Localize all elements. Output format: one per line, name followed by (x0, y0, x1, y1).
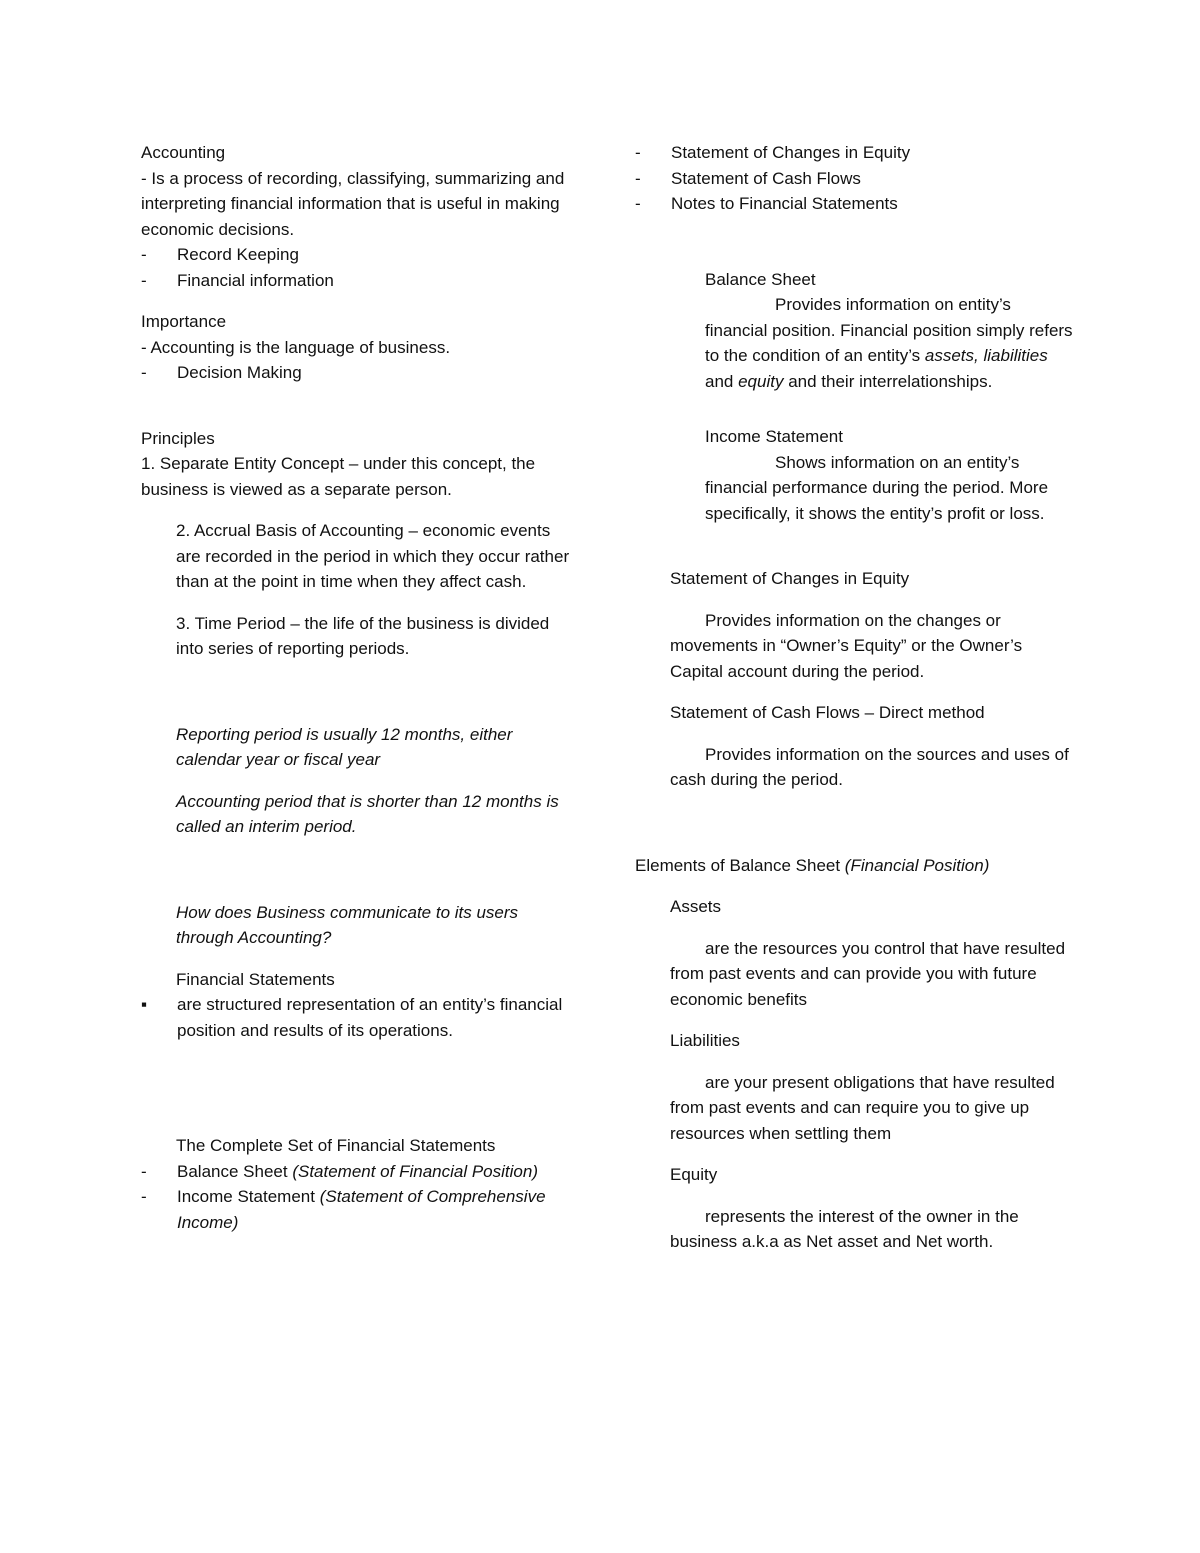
reporting-period-note: Reporting period is usually 12 months, either calendar year or fiscal year (176, 724, 513, 769)
assets-heading: Assets (670, 897, 722, 916)
question-text: How does Business communicate to its users through Accounting? (176, 902, 519, 947)
financial-statements-heading: Financial Statements (176, 969, 335, 989)
list-item: ▪ are structured representation of an entity’s financial position and results of its operations. (141, 992, 571, 1043)
complete-set-list (141, 1159, 571, 1236)
bullet-icon: ▪ (141, 995, 148, 1014)
principle-2: 2. Accrual Basis of Accounting – economic events are recorded in the period in which they occur rather than at the point in time when they affect cash. (176, 521, 570, 591)
financial-statements-list (141, 992, 571, 1043)
cash-flows-description: Provides information on the sources and uses of cash during the period. (670, 744, 1069, 789)
left-column (141, 140, 571, 1235)
equity-description: represents the interest of the owner in the business a.k.a as Net asset and Net worth. (670, 1206, 1019, 1251)
list-item: - Income Statement (Statement of Comprehensive Income) (141, 1187, 546, 1232)
changes-in-equity-heading: Statement of Changes in Equity (670, 569, 910, 588)
accounting-list (141, 242, 571, 293)
balance-sheet-description: Provides information on entity’s financial position. Financial position simply refers to the condition of an entity’s assets, liabilities and equity and their interrelationships. (705, 295, 1073, 391)
changes-in-equity-description: Provides information on the changes or movements in “Owner’s Equity” or the Owner’s Capital account during the period. (670, 610, 1023, 681)
income-statement-heading: Income Statement (705, 427, 843, 446)
list-item: - Statement of Changes in Equity (635, 143, 911, 162)
importance-list (141, 360, 571, 386)
right-column (635, 140, 1075, 1255)
list-item: - Financial information (141, 270, 334, 290)
principles-heading: Principles (141, 428, 215, 448)
complete-set-heading: The Complete Set of Financial Statements (176, 1136, 496, 1155)
list-item: - Record Keeping (141, 245, 299, 264)
list-item: - Statement of Cash Flows (635, 168, 861, 188)
list-item: - Balance Sheet (Statement of Financial Position) (141, 1161, 538, 1181)
cash-flows-heading: Statement of Cash Flows – Direct method (670, 703, 985, 722)
importance-definition: - Accounting is the language of business. (141, 337, 451, 357)
interim-period-note: Accounting period that is shorter than 12 months is called an interim period. (176, 791, 559, 836)
principle-3: 3. Time Period – the life of the business is divided into series of reporting periods. (176, 613, 550, 658)
liabilities-description: are your present obligations that have resulted from past events and can require you to give up resources when settling them (670, 1072, 1055, 1143)
income-statement-description: Shows information on an entity’s financial performance during the period. More specifically, it shows the entity’s profit or loss. (705, 452, 1049, 523)
accounting-heading: Accounting (141, 143, 226, 162)
importance-heading: Importance (141, 312, 227, 331)
balance-sheet-heading: Balance Sheet (705, 269, 816, 289)
elements-heading: Elements of Balance Sheet (Financial Position) (635, 855, 990, 875)
equity-heading: Equity (670, 1165, 718, 1184)
accounting-definition: - Is a process of recording, classifying, summarizing and interpreting financial information that is useful in making economic decisions. (141, 168, 565, 239)
assets-description: are the resources you control that have resulted from past events and can provide you with future economic benefits (670, 938, 1066, 1009)
complete-set-list-continued (635, 140, 1075, 217)
principle-1: 1. Separate Entity Concept – under this concept, the business is viewed as a separate person. (141, 454, 536, 499)
list-item: - Decision Making (141, 363, 302, 382)
liabilities-heading: Liabilities (670, 1031, 740, 1050)
list-item: - Notes to Financial Statements (635, 194, 898, 213)
